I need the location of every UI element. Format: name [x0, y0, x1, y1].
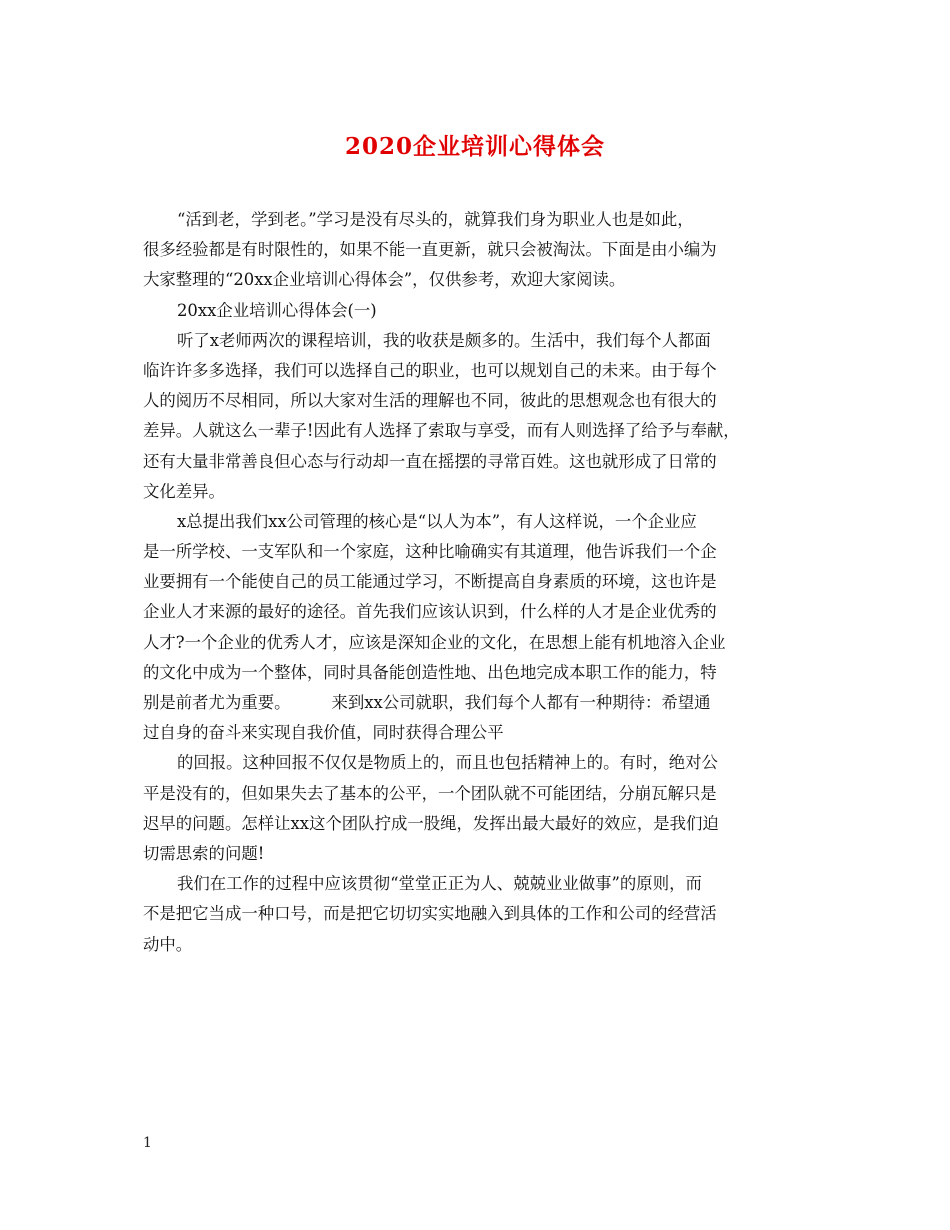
body-line: 很多经验都是有时限性的，如果不能一直更新，就只会被淘汰。下面是由小编为: [143, 240, 717, 260]
page-number: 1: [143, 1135, 152, 1151]
body-line: 业要拥有一个能使自己的员工能通过学习，不断提高自身素质的环境，这也许是: [143, 572, 717, 592]
body-line: 差异。人就这么一辈子!因此有人选择了索取与享受，而有人则选择了给予与奉献，: [143, 421, 740, 441]
body-line: 文化差异。: [143, 481, 225, 501]
body-line: 大家整理的“20xx企业培训心得体会”，仅供参考，欢迎大家阅读。: [143, 270, 626, 290]
body-line: 20xx企业培训心得体会(一): [177, 300, 377, 320]
body-line: 听了x老师两次的课程培训，我的收获是颇多的。生活中，我们每个人都面: [177, 330, 711, 350]
body-line: 平是没有的，但如果失去了基本的公平，一个团队就不可能团结，分崩瓦解只是: [143, 783, 717, 803]
body-line: 动中。: [143, 934, 193, 954]
document-body: [143, 205, 811, 960]
body-line: 企业人才来源的最好的途径。首先我们应该认识到，什么样的人才是企业优秀的: [143, 602, 717, 622]
body-line: 迟早的问题。怎样让xx这个团队拧成一股绳，发挥出最大最好的效应，是我们迫: [143, 813, 719, 833]
body-line: 别是前者尤为重要。 来到xx公司就职，我们每个人都有一种期待：希望通: [143, 693, 711, 712]
body-line: 临许许多多选择，我们可以选择自己的职业，也可以规划自己的未来。由于每个: [143, 360, 717, 380]
document-title: 2020企业培训心得体会: [344, 133, 605, 160]
body-line: 切需思索的问题!: [143, 843, 265, 863]
body-line: 过自身的奋斗来实现自我价值，同时获得合理公平: [143, 723, 504, 743]
body-line: 人的阅历不尽相同，所以大家对生活的理解也不同，彼此的思想观念也有很大的: [143, 391, 717, 411]
body-line: x总提出我们xx公司管理的核心是“以人为本”，有人这样说，一个企业应: [177, 511, 697, 531]
body-line: 的回报。这种回报不仅仅是物质上的，而且也包括精神上的。有时，绝对公: [177, 753, 718, 773]
body-line: 我们在工作的过程中应该贯彻“堂堂正正为人、兢兢业业做事”的原则，而: [177, 874, 702, 894]
body-line: 人才?一个企业的优秀人才，应该是深知企业的文化，在思想上能有机地溶入企业: [143, 632, 726, 652]
body-line: 还有大量非常善良但心态与行动却一直在摇摆的寻常百姓。这也就形成了日常的: [143, 451, 717, 471]
body-line: 不是把它当成一种口号，而是把它切切实实地融入到具体的工作和公司的经营活: [143, 904, 717, 924]
body-line: “活到老，学到老。”学习是没有尽头的，就算我们身为职业人也是如此，: [177, 210, 694, 229]
body-line: 的文化中成为一个整体，同时具备能创造性地、出色地完成本职工作的能力，特: [143, 662, 717, 682]
body-line: 是一所学校、一支军队和一个家庭，这种比喻确实有其道理，他告诉我们一个企: [143, 542, 717, 562]
